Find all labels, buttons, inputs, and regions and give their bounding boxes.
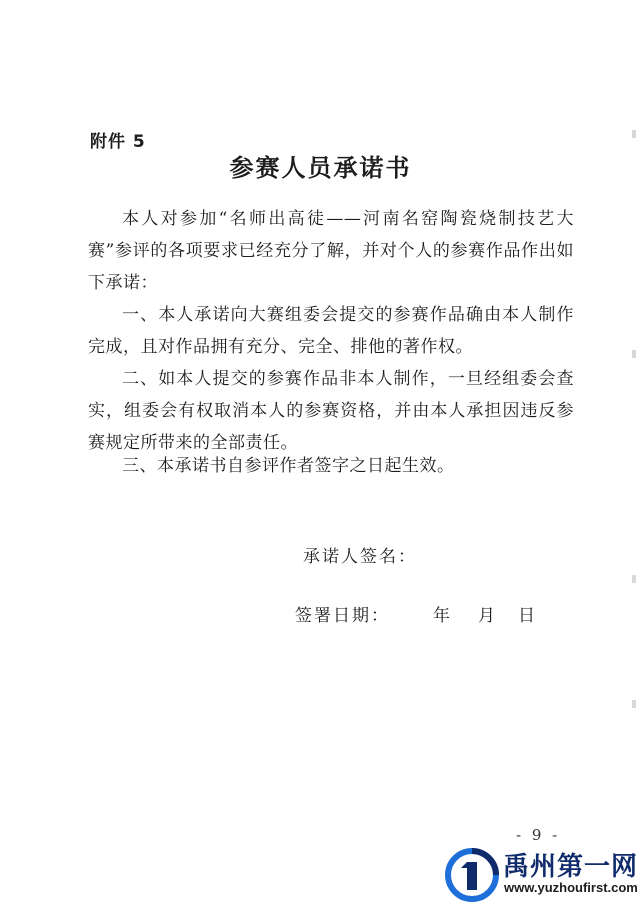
page-number: - 9 - (516, 826, 561, 844)
paragraph-pledge-1: 一、本人承诺向大赛组委会提交的参赛作品确由本人制作完成，且对作品拥有充分、完全、排他的著作权。 (88, 305, 574, 357)
site-watermark (445, 846, 641, 902)
site-url: www.yuzhoufirst.com (504, 880, 638, 895)
day-label: 日 (518, 606, 537, 626)
paragraph-pledge-3: 三、本承诺书自参评作者签字之日起生效。 (122, 456, 455, 476)
paragraph-pledge-2: 二、如本人提交的参赛作品非本人制作，一旦经组委会查实，组委会有权取消本人的参赛资格，并由本人承担因违反参赛规定所带来的全部责任。 (88, 369, 574, 453)
margin-mark (632, 350, 636, 358)
page-title: 参赛人员承诺书 (229, 153, 412, 182)
paragraph-intro: 本人对参加“名师出高徒——河南名窑陶瓷烧制技艺大赛”参评的各项要求已经充分了解，并对个人的参赛作品作出如下承诺： (88, 209, 574, 293)
site-name: 禹州第一网 (503, 852, 639, 882)
margin-mark (632, 130, 636, 138)
attachment-label: 附件 5 (90, 132, 146, 152)
date-label: 签署日期： (295, 606, 390, 626)
margin-mark (632, 700, 636, 708)
month-label: 月 (478, 606, 497, 626)
year-label: 年 (433, 606, 452, 626)
signature-label: 承诺人签名： (303, 547, 417, 567)
margin-mark (632, 575, 636, 583)
site-logo-icon (445, 848, 499, 902)
